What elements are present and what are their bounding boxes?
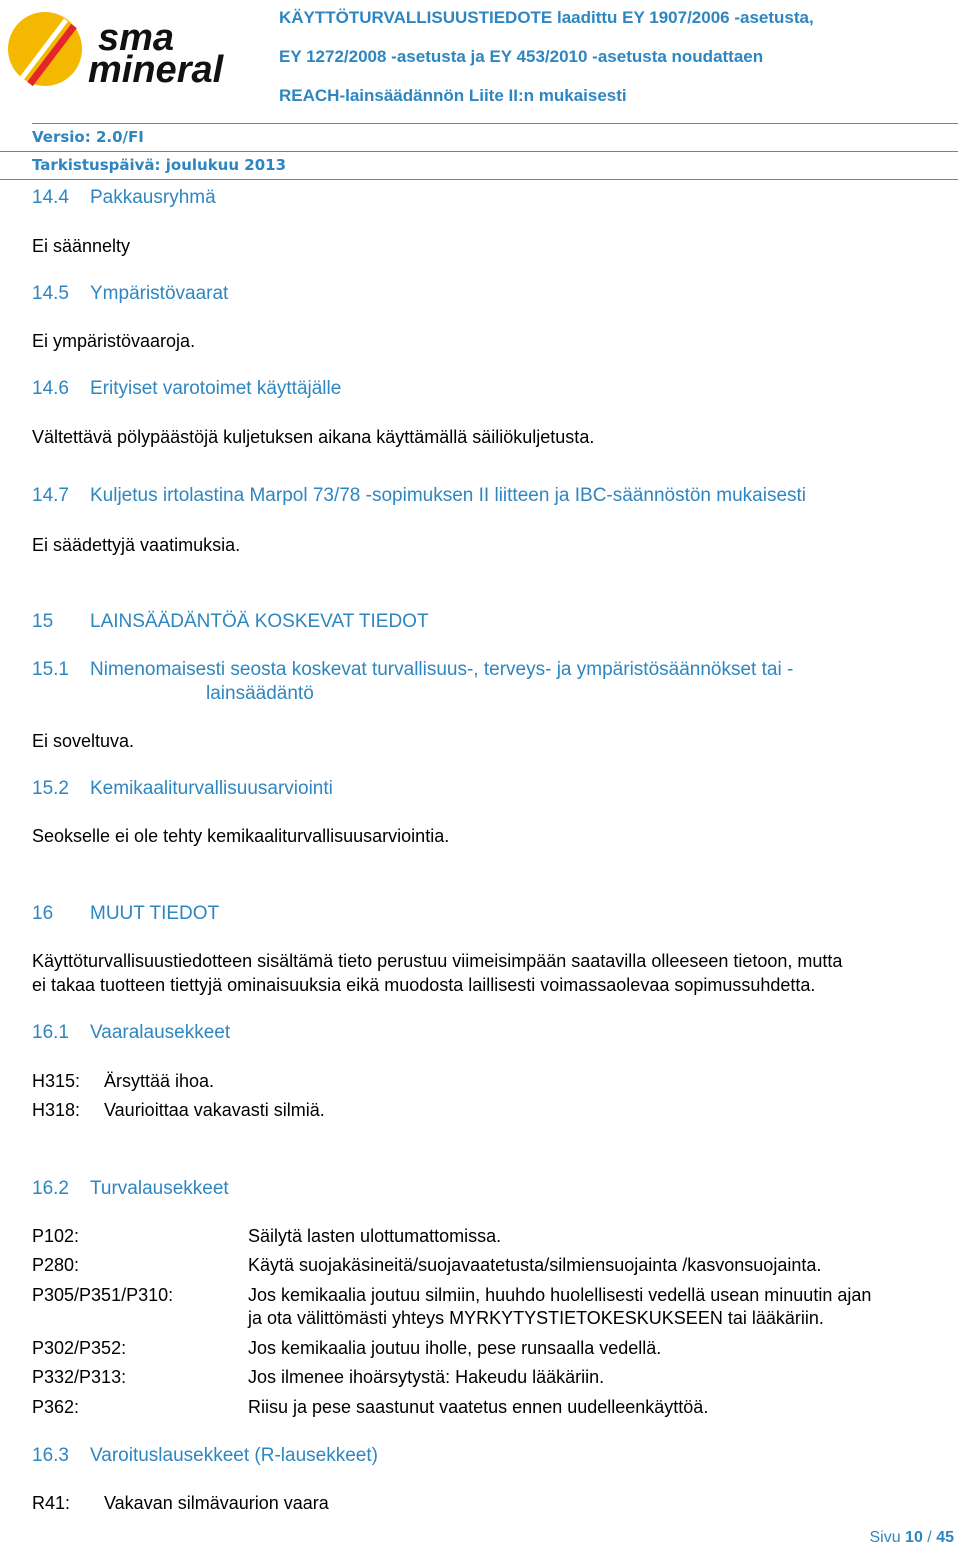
section-title: Ympäristövaarat: [90, 283, 229, 304]
section-text-14-7: Ei säädettyjä vaatimuksia.: [32, 535, 241, 555]
section-title: Kemikaaliturvallisuusarviointi: [90, 778, 333, 799]
precaution-statement: Jos kemikaalia joutuu silmiin, huuhdo huolellisesti vedellä usean minuutin ajan: [248, 1285, 872, 1305]
section-text-15-2: Seokselle ei ole tehty kemikaaliturvallisuusarviointia.: [32, 826, 450, 846]
section-title-continuation: lainsäädäntö: [206, 683, 314, 704]
risk-statement: Vakavan silmävaurion vaara: [104, 1493, 329, 1513]
logo-text-bottom: mineral: [88, 49, 224, 91]
section-number: 14.6: [32, 378, 69, 399]
section-title: Turvalausekkeet: [90, 1178, 229, 1199]
section-heading-16-3: [32, 1445, 378, 1467]
precaution-code: P332/P313:: [32, 1367, 127, 1387]
hazard-code: H315:: [32, 1071, 81, 1091]
section-heading-15-2: [32, 778, 333, 800]
header-divider: [0, 151, 958, 152]
section-heading-14-6: [32, 378, 341, 400]
page-total: 45: [936, 1529, 954, 1546]
section-number: 16.2: [32, 1178, 69, 1199]
doc-title-line-3: REACH-lainsäädännön Liite II:n mukaisesti: [279, 86, 627, 105]
page-current: 10: [905, 1529, 923, 1546]
section-text-14-6: Vältettävä pölypäästöjä kuljetuksen aikana käyttämällä säiliökuljetusta.: [32, 427, 595, 447]
header-divider: [0, 179, 958, 180]
section-heading-16-2: [32, 1178, 229, 1200]
company-logo: [4, 6, 266, 92]
section-number: 14.7: [32, 485, 69, 506]
risk-code: R41:: [32, 1493, 71, 1513]
precaution-statement: Riisu ja pese saastunut vaatetus ennen uudelleenkäyttöä.: [248, 1397, 709, 1417]
section-title: Vaaralausekkeet: [90, 1022, 231, 1043]
page-separator: /: [927, 1529, 932, 1546]
logo-text-top: sma: [98, 17, 175, 59]
section-title: Pakkausryhmä: [90, 187, 216, 208]
page-label: Sivu: [869, 1529, 901, 1546]
version-label: Versio: 2.0/FI: [32, 128, 144, 146]
page-number: [869, 1529, 954, 1547]
hazard-code: H318:: [32, 1100, 81, 1120]
section-number: 14.5: [32, 283, 69, 304]
section-number: 15: [32, 611, 54, 632]
section-heading-16: [32, 903, 219, 925]
logo-sun-icon: [4, 6, 266, 92]
precaution-code: P102:: [32, 1226, 80, 1246]
doc-title-line-2: EY 1272/2008 -asetusta ja EY 453/2010 -asetusta noudattaen: [279, 47, 764, 66]
precaution-code: P302/P352:: [32, 1338, 127, 1358]
section-heading-14-4: [32, 187, 216, 209]
section-number: 16.3: [32, 1445, 69, 1466]
section-number: 15.1: [32, 659, 69, 680]
section-title: Varoituslausekkeet (R-lausekkeet): [90, 1445, 378, 1466]
section-heading-15-1: [32, 659, 793, 681]
section-title: LAINSÄÄDÄNTÖÄ KOSKEVAT TIEDOT: [90, 611, 429, 632]
section-text-14-4: Ei säännelty: [32, 236, 131, 256]
section-title: Nimenomaisesti seosta koskevat turvallisuus-, terveys- ja ympäristösäännökset tai -: [90, 659, 794, 680]
precaution-code: P280:: [32, 1255, 80, 1275]
section-heading-15: [32, 611, 429, 633]
section-title: Erityiset varotoimet käyttäjälle: [90, 378, 342, 399]
section-number: 15.2: [32, 778, 69, 799]
section-heading-14-5: [32, 283, 228, 305]
section-text-16-line-2: ei takaa tuotteen tiettyjä ominaisuuksia eikä muodosta laillisesti voimassaolevaa sopimussuhdetta.: [32, 975, 816, 995]
review-date-label: Tarkistuspäivä: joulukuu 2013: [32, 156, 287, 174]
section-text-14-5: Ei ympäristövaaroja.: [32, 331, 196, 351]
section-title: Kuljetus irtolastina Marpol 73/78 -sopimuksen II liitteen ja IBC-säännöstön mukaisesti: [90, 485, 807, 506]
precaution-code: P305/P351/P310:: [32, 1285, 174, 1305]
section-heading-14-7: [32, 485, 806, 507]
precaution-statement: Jos kemikaalia joutuu iholle, pese runsaalla vedellä.: [248, 1338, 662, 1358]
doc-title-line-1: KÄYTTÖTURVALLISUUSTIEDOTE laadittu EY 1907/2006 -asetusta,: [279, 8, 814, 27]
header-divider: [32, 123, 958, 124]
precaution-statement: Käytä suojakäsineitä/suojavaatetusta/silmiensuojainta /kasvonsuojainta.: [248, 1255, 822, 1275]
section-text-15-1: Ei soveltuva.: [32, 731, 135, 751]
precaution-statement: Säilytä lasten ulottumattomissa.: [248, 1226, 502, 1246]
hazard-statement: Ärsyttää ihoa.: [104, 1071, 215, 1091]
section-number: 16: [32, 903, 54, 924]
precaution-statement-continuation: ja ota välittömästi yhteys MYRKYTYSTIETOKESKUKSEEN tai lääkäriin.: [248, 1308, 824, 1328]
section-title: MUUT TIEDOT: [90, 903, 220, 924]
section-number: 14.4: [32, 187, 69, 208]
section-number: 16.1: [32, 1022, 69, 1043]
section-text-16-line-1: Käyttöturvallisuustiedotteen sisältämä tieto perustuu viimeisimpään saatavilla olleeseen tietoon, mutta: [32, 951, 843, 971]
hazard-statement: Vaurioittaa vakavasti silmiä.: [104, 1100, 325, 1120]
precaution-statement: Jos ilmenee ihoärsytystä: Hakeudu lääkäriin.: [248, 1367, 605, 1387]
section-heading-16-1: [32, 1022, 230, 1044]
precaution-code: P362:: [32, 1397, 80, 1417]
